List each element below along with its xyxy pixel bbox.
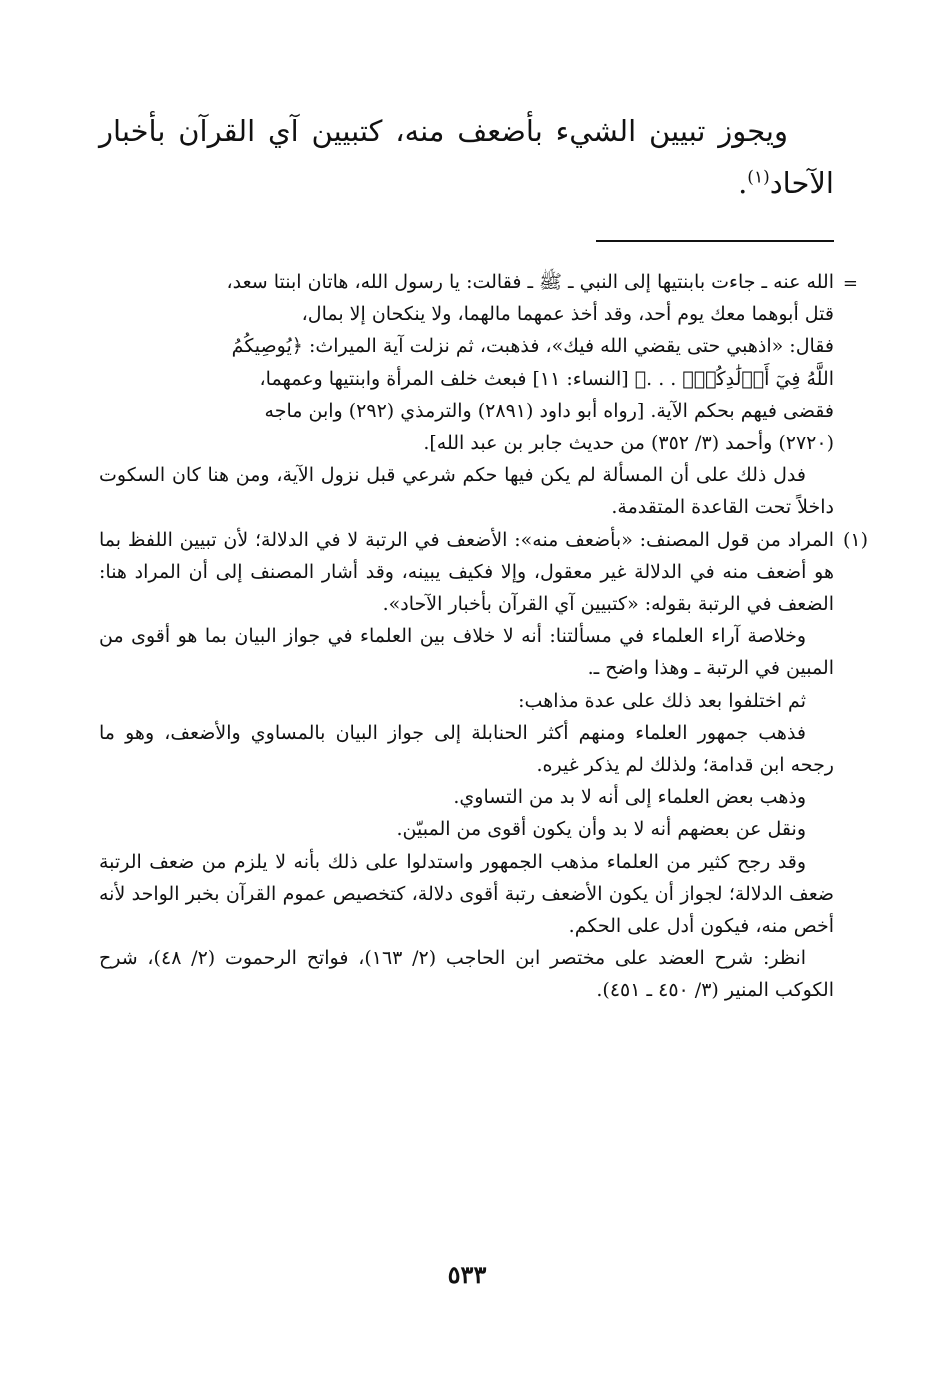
- footnote-paragraph: وخلاصة آراء العلماء في مسألتنا: أنه لا خلاف بين العلماء في جواز البيان بما هو أقوى من المبين في الرتبة ـ وهذا واضح ـ.: [99, 625, 834, 680]
- main-end-punct: .: [738, 166, 748, 200]
- continuation-line: (٢٧٢٠) وأحمد (٣/ ٣٥٢) من حديث جابر بن عبد الله].: [423, 432, 834, 455]
- footnotes-section: [99, 266, 868, 1007]
- footnote-paragraph: ونقل عن بعضهم أنه لا بد وأن يكون أقوى من المبيّن.: [396, 818, 806, 841]
- footnote-paragraph: فذهب جمهور العلماء ومنهم أكثر الحنابلة إلى جواز البيان بالمساوي والأضعف، وهو ما رجحه ابن قدامة؛ ولذلك لم يذكر غيره.: [99, 721, 834, 777]
- footnote-paragraph: انظر: شرح العضد على مختصر ابن الحاجب (٢/ ١٦٣)، فواتح الرحموت (٢/ ٤٨)، شرح الكوكب المنير (٣/ ٤٥٠ ـ ٤٥١).: [99, 947, 834, 1002]
- footnote-reference: (١): [747, 167, 770, 188]
- continuation-line: فقال: «اذهبي حتى يقضي الله فيك»، فذهبت، ثم نزلت آية الميراث: ﴿يُوصِيكُمُ: [231, 335, 834, 358]
- footnote-paragraph: المراد من قول المصنف: «بأضعف منه»: الأضعف في الرتبة لا في الدلالة؛ لأن تبيين اللفظ بما هو أضعف منه في الدلالة غير معقول، وإلا فكيف يبينه، وقد أشار المصنف إلى أن المراد هنا: الضعف في الرتبة بقوله: «كتبيين آي القرآن بأخبار الآحاد».: [99, 528, 834, 616]
- footnote-number: (١): [842, 528, 868, 551]
- footnote-1: [99, 524, 868, 1007]
- continuation-line: فقضى فيهم بحكم الآية. [رواه أبو داود (٢٨٩١) والترمذي (٢٩٢) وابن ماجه: [264, 399, 834, 422]
- footnote-continuation: [99, 266, 858, 459]
- main-paragraph: ويجوز تبيين الشيء بأضعف منه، كتبيين آي القرآن بأخبار الآحاد: [99, 114, 834, 200]
- footnote-paragraph: وذهب بعض العلماء إلى أنه لا بد من التساوي.: [453, 786, 806, 809]
- main-text: [99, 105, 834, 209]
- page-number: ٥٣٣: [447, 1260, 487, 1289]
- continuation-mark: =: [842, 273, 858, 294]
- footnote-paragraph: ثم اختلفوا بعد ذلك على عدة مذاهب:: [518, 689, 806, 712]
- footnote-separator: [596, 240, 834, 242]
- continuation-line: الله عنه ـ جاءت بابنتيها إلى النبي ـ ﷺ ـ فقالت: يا رسول الله، هاتان ابنتا سعد،: [226, 271, 834, 293]
- continuation-note: فدل ذلك على أن المسألة لم يكن فيها حكم شرعي قبل نزول الآية، ومن هنا كان السكوت داخلاً تحت القاعدة المتقدمة.: [99, 464, 834, 519]
- footnote-paragraph: وقد رجح كثير من العلماء مذهب الجمهور واستدلوا على ذلك بأنه لا يلزم من ضعف الرتبة ضعف الدلالة؛ لجواز أن يكون الأضعف رتبة أقوى دلالة، كتخصيص عموم القرآن بخبر الواحد لأنه أخص منه، فيكون أدل على الحكم.: [99, 850, 834, 938]
- continuation-line: قتل أبوهما معك يوم أحد، وقد أخذ عمهما مالهما، ولا ينكحان إلا بمال،: [301, 303, 834, 326]
- continuation-line: اللَّهُ فِيٓ أَوۡلَٰدِكُمۡۖ . . .﴾ [النساء: ١١] فبعث خلف المرأة وابنتيها وعمهما،: [259, 367, 834, 390]
